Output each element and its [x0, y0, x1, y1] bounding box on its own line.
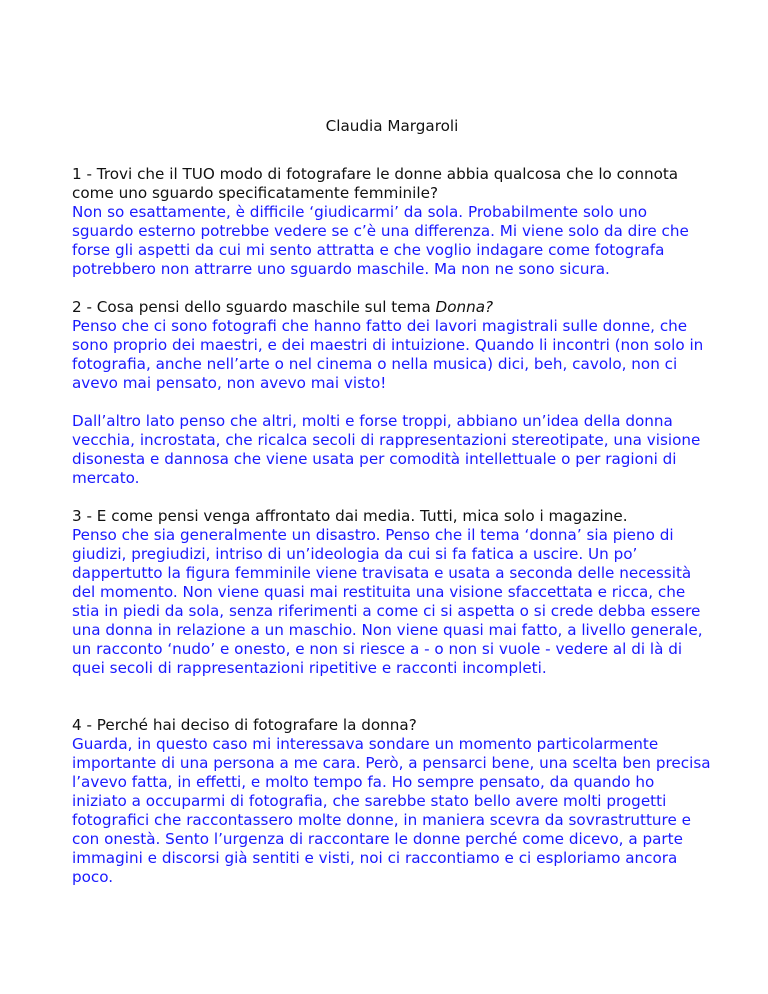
answer-2b: Dall’altro lato penso che altri, molti e forse troppi, abbiano un’idea della donna vecchia, incrostata, che ricalca secoli di rappresentazioni stereotipate, una visione disonesta e dannosa che viene usata per comodità intellettuale o per ragioni di mercato. — [72, 412, 701, 487]
document-page — [72, 117, 712, 906]
answer-4: Guarda, in questo caso mi interessava sondare un momento particolarmente importante di una persona a me cara. Però, a pensarci bene, una scelta ben precisa l’avevo fatta, in effetti, e molto tempo fa. Ho sempre pensato, da quando ho iniziato a occuparmi di fotografia, che sarebbe stato bello avere molti progetti fotografici che raccontassero molte donne, in maniera scevra da sovrastrutture e con onestà. Sento l’urgenza di raccontare le donne perché come dicevo, a parte immagini e discorsi già sentiti e visti, noi ci raccontiamo e ci esploriamo ancora poco. — [72, 735, 711, 886]
author-name: Claudia Margaroli — [325, 117, 459, 135]
qa-block-2 — [72, 298, 712, 488]
question-4: 4 - Perché hai deciso di fotografare la donna? — [72, 716, 417, 734]
question-3: 3 - E come pensi venga affrontato dai media. Tutti, mica solo i magazine. — [72, 507, 628, 525]
answer-1: Non so esattamente, è difficile ‘giudicarmi’ da sola. Probabilmente solo uno sguardo esterno potrebbe vedere se c’è una differenza. Mi viene solo da dire che forse gli aspetti da cui mi sento attratta e che voglio indagare come fotografa potrebbero non attrarre uno sguardo maschile. Ma non ne sono sicura. — [72, 203, 689, 278]
answer-2a: Penso che ci sono fotografi che hanno fatto dei lavori magistrali sulle donne, che sono proprio dei maestri, e dei maestri di intuizione. Quando li incontri (non solo in fotografia, anche nell’arte o nel cinema o nella musica) dici, beh, cavolo, non ci avevo mai pensato, non avevo mai visto! — [72, 317, 704, 392]
answer-3: Penso che sia generalmente un disastro. Penso che il tema ‘donna’ sia pieno di giudizi, pregiudizi, intriso di un’ideologia da cui si fa fatica a uscire. Un po’ dappertutto la figura femminile viene travisata e usata a seconda delle necessità del momento. Non viene quasi mai restituita una visione sfaccettata e ricca, che stia in piedi da sola, senza riferimenti a come ci si aspetta o si crede debba essere una donna in relazione a un maschio. Non viene quasi mai fatto, a livello generale, un racconto ‘nudo’ e onesto, e non si riesce a - o non si vuole - vedere al di là di quei secoli di rappresentazioni ripetitive e racconti incompleti. — [72, 526, 703, 677]
question-2-text: 2 - Cosa pensi dello sguardo maschile sul tema — [72, 298, 436, 316]
question-2-emphasis: Donna? — [435, 298, 494, 316]
qa-block-3 — [72, 507, 712, 678]
question-1: 1 - Trovi che il TUO modo di fotografare le donne abbia qualcosa che lo connota come uno sguardo specificatamente femminile? — [72, 165, 679, 202]
question-2 — [72, 298, 712, 317]
qa-block-1 — [72, 165, 712, 279]
qa-block-4 — [72, 716, 712, 887]
